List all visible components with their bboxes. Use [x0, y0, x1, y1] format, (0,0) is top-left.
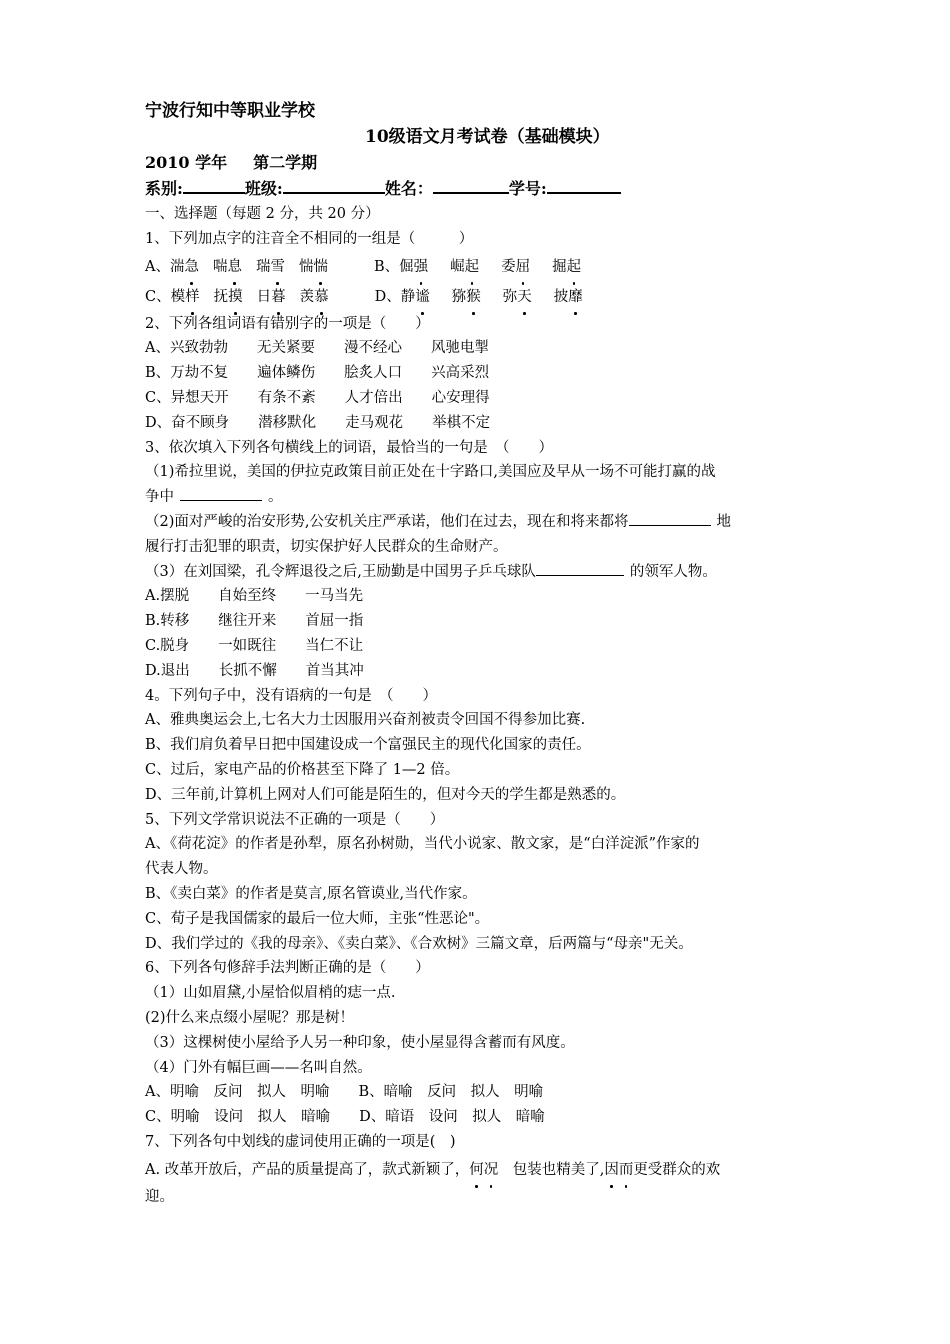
q6-stem: 6、下列各句修辞手法判断正确的是（ ）	[145, 960, 430, 977]
q3-stem: 3、依次填入下列各句横线上的词语，最恰当的一句是 （ ）	[145, 439, 553, 456]
emphasized-character: 起	[567, 252, 582, 282]
q1-word: 湍急	[170, 252, 199, 282]
q1-word: 崛起	[450, 252, 479, 282]
q5-option-a-line1: A、《荷花淀》的作者是孙犁，原名孙树勋，当代小说家、散文家，是“白洋淀派”作家的	[145, 836, 700, 853]
q3-s2-text: （2)面对严峻的治安形势,公安机关庄严承诺，他们在过去，现在和将来都将	[145, 513, 629, 530]
q1-word: 瑞雪	[256, 252, 285, 282]
emphasized-character: 慕	[314, 282, 329, 312]
q2-option-c: C、异想天开 有条不紊 人才倍出 心安理得	[145, 389, 490, 406]
emphasized-character: 样	[185, 282, 200, 312]
department-blank[interactable]	[183, 177, 245, 194]
class-label: 班级:	[244, 179, 283, 198]
q5-option-c: C、荀子是我国儒家的最后一位大师，主张“性恶论"。	[145, 910, 490, 927]
q6-options-ab: A、明喻 反问 拟人 明喻 B、暗喻 反问 拟人 明喻	[145, 1084, 544, 1101]
q4-option-a: A、雅典奥运会上,七名大力士因服用兴奋剂被责令回国不得参加比赛.	[145, 712, 586, 729]
q1-row-ab	[145, 252, 810, 282]
exam-page	[145, 98, 810, 1209]
emphasized-character: 而	[619, 1155, 634, 1185]
q1-word: 日暮	[257, 282, 286, 312]
emphasized-character: 息	[227, 252, 242, 282]
q3-s1-end: 。	[268, 489, 283, 506]
student-id-blank[interactable]	[547, 177, 621, 194]
q7-option-a-line2: 迎。	[145, 1188, 174, 1205]
q6-options-cd: C、明喻 设问 拟人 暗喻 D、暗语 设问 拟人 暗喻	[145, 1109, 545, 1126]
emphasized-character: 靡	[568, 282, 583, 312]
q3-sentence-2a	[145, 510, 810, 535]
q3-option-a: A.摆脱 自始至终 一马当先	[145, 588, 364, 605]
q1-option-c-label: C、	[145, 288, 171, 305]
q1-stem: 1、下列加点字的注音全不相同的一组是（ ）	[145, 230, 474, 247]
q4-option-b: B、我们肩负着早日把中国建设成一个富强民主的现代化国家的责任。	[145, 737, 591, 754]
q3-sentence-1b	[145, 485, 810, 510]
student-id-label: 学号:	[508, 179, 547, 198]
q1-word: 披靡	[554, 282, 583, 312]
emphasized-character: 急	[184, 252, 199, 282]
q2-option-d: D、奋不顾身 潜移默化 走马观花 举棋不定	[145, 414, 491, 431]
q7-a-dotted-word-1	[469, 1155, 498, 1185]
q5-option-a-line2: 代表人物。	[145, 861, 218, 878]
q3-option-c: C.脱身 一如既往 当仁不让	[145, 637, 364, 654]
q3-s1-text: 争中	[145, 489, 174, 506]
class-blank[interactable]	[283, 177, 385, 194]
q3-blank-2[interactable]	[629, 510, 711, 526]
q3-sentence-3	[145, 560, 810, 585]
term: 第二学期	[253, 153, 318, 172]
q1-option-d-label: D、	[374, 288, 401, 305]
q3-s3-text: （3）在刘国梁，孔令辉退役之后,王励勤是中国男子乒乓球队	[145, 563, 536, 580]
name-label: 姓名：	[384, 179, 433, 198]
emphasized-character: 起	[465, 252, 480, 282]
q1-word: 委屈	[501, 252, 530, 282]
emphasized-character: 何	[469, 1155, 484, 1185]
q3-sentence-1a: （1)希拉里说，美国的伊拉克政策目前正处在十字路口,美国应及早从一场不可能打赢的战	[145, 464, 716, 481]
q1-word: 喘息	[213, 252, 242, 282]
q3-option-d: D.退出 长抓不懈 首当其冲	[145, 662, 364, 679]
q3-option-b: B.转移 继往开来 首屈一指	[145, 613, 364, 630]
q4-stem: 4。下列句子中，没有语病的一句是 （ ）	[145, 687, 437, 704]
q1-word: 羡慕	[300, 282, 329, 312]
q1-word: 掘起	[552, 252, 581, 282]
q7-stem: 7、下列各句中划线的虚词使用正确的一项是( )	[145, 1133, 456, 1150]
q6-sentence-3: （3）这棵树使小屋给予人另一种印象，使小屋显得含蓄而有风度。	[145, 1034, 575, 1051]
q1-word: 模样	[171, 282, 200, 312]
q3-s3-end: 的领军人物。	[629, 563, 717, 580]
emphasized-character: 谧	[415, 282, 430, 312]
emphasized-character: 惴	[313, 252, 328, 282]
q2-option-b: B、万劫不复 遍体鳞伤 脍炙人口 兴高采烈	[145, 365, 490, 382]
q6-sentence-2: (2)什么来点缀小屋呢？那是树！	[145, 1009, 355, 1026]
section-1-heading: 一、选择题（每题 2 分，共 20 分）	[145, 206, 380, 222]
q4-option-d: D、三年前,计算机上网对人们可能是陌生的，但对今天的学生都是熟悉的。	[145, 786, 626, 803]
q7-a-dotted-word-2	[604, 1155, 633, 1185]
emphasized-character: 屈	[516, 252, 531, 282]
name-blank[interactable]	[433, 177, 509, 194]
q4-option-c: C、过后，家电产品的价格甚至下降了 1—2 倍。	[145, 761, 460, 778]
q1-word: 惴惴	[299, 252, 328, 282]
emphasized-character: 况	[484, 1155, 499, 1185]
emphasized-character: 天	[517, 282, 532, 312]
emphasized-character: 雪	[270, 252, 285, 282]
emphasized-character: 暮	[271, 282, 286, 312]
year-term-line	[145, 150, 810, 176]
school-name: 宁波行知中等职业学校	[145, 101, 315, 121]
department-label: 系别:	[145, 179, 183, 198]
q3-blank-3[interactable]	[536, 560, 624, 576]
q2-option-a: A、兴致勃勃 无关紧要 漫不经心 风驰电掣	[145, 340, 489, 357]
q7-a-text-end: 更受群众的欢	[633, 1161, 721, 1178]
school-year: 2010 学年	[145, 153, 228, 172]
q1-word: 弥天	[503, 282, 532, 312]
q7-a-text-mid: 包装也精美了,	[498, 1161, 605, 1178]
emphasized-character: 猴	[466, 282, 481, 312]
q5-option-b: B、《卖白菜》的作者是莫言,原名管谟业,当代作家。	[145, 885, 477, 902]
q3-s2-end: 地	[716, 513, 731, 530]
q5-option-d: D、我们学过的《我的母亲》、《卖白菜》、《合欢树》三篇文章，后两篇与“母亲"无关。	[145, 935, 693, 952]
q1-row-cd	[145, 282, 810, 312]
q1-word: 倔强	[399, 252, 428, 282]
emphasized-character: 因	[604, 1155, 619, 1185]
q1-option-b-label: B、	[373, 258, 400, 275]
q2-stem: 2、下列各组词语有错别字的一项是（ ）	[145, 315, 430, 332]
emphasized-character: 强	[414, 252, 429, 282]
q7-a-text: A. 改革开放后，产品的质量提高了，款式新颖了，	[145, 1161, 470, 1178]
q3-blank-1[interactable]	[180, 485, 262, 501]
q1-word: 猕猴	[452, 282, 481, 312]
q7-option-a-line1	[145, 1155, 810, 1185]
q3-sentence-2b: 履行打击犯罪的职责，切实保护好人民群众的生命财产。	[145, 538, 508, 555]
q1-word: 静谧	[401, 282, 430, 312]
q1-option-a-label: A、	[145, 258, 170, 275]
q6-sentence-1: （1）山如眉黛,小屋恰似眉梢的痣一点.	[145, 985, 396, 1002]
student-info-line	[145, 176, 810, 202]
q5-stem: 5、下列文学常识说法不正确的一项是（ ）	[145, 811, 445, 828]
emphasized-character: 摸	[228, 282, 243, 312]
exam-title: 10级语文月考试卷（基础模块）	[365, 127, 610, 147]
q1-word: 抚摸	[214, 282, 243, 312]
q6-sentence-4: （4）门外有幅巨画——名叫自然。	[145, 1059, 372, 1076]
